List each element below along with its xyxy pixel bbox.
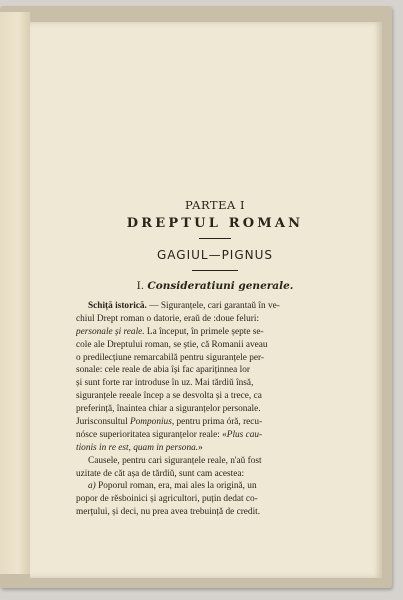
text-run: uzitate de căt așa de tărdiŭ, sunt cam acestea:	[76, 468, 245, 479]
text-line	[76, 506, 354, 519]
text-run: nósce superioritatea siguranțelor reale: «	[76, 429, 227, 440]
text-run: Schiță istorică.	[88, 301, 147, 311]
text-line	[76, 390, 354, 403]
text-run: a)	[88, 481, 96, 492]
text-run: Pomponius,	[129, 417, 175, 428]
text-line	[76, 403, 354, 416]
body-text	[76, 300, 354, 519]
text-run: preferință, înaintea chiar a siguranțelor personale.	[76, 404, 261, 415]
text-line	[76, 493, 354, 506]
text-run: chiul Drept roman o datorie, eraŭ de :doue feluri:	[76, 313, 260, 324]
text-run: siguranțele reeale încep a se desvolta și a trece, ca	[76, 391, 262, 402]
section-title: Consideratiuni generale.	[147, 280, 294, 292]
text-run: sonale: cele reale de abia își fac apariținnea lor	[76, 365, 250, 376]
text-run: Plus cau-	[226, 429, 263, 440]
text-line	[76, 313, 354, 326]
part-heading: PARTEA I	[184, 198, 245, 212]
section-number: I.	[136, 280, 145, 292]
text-run: cole ale Dreptului roman, se știe, că Romanii aveau	[76, 339, 268, 350]
text-line	[76, 364, 354, 377]
text-run: La început, în primele șepte se-	[144, 326, 264, 337]
text-line	[76, 429, 354, 442]
text-line	[76, 480, 354, 493]
text-line	[76, 300, 354, 313]
divider	[199, 238, 231, 239]
text-run: pentru prima óră, recu-	[174, 417, 263, 428]
text-run: Poporul roman, era, mai ales la origină, un	[95, 481, 257, 492]
chapter-subtitle: GAGIUL—PIGNUS	[156, 248, 274, 262]
text-run: »	[198, 442, 203, 453]
text-run: — Siguranțele, cari garantaŭ în ve-	[146, 301, 280, 311]
text-run: o predilecțiune remarcabilă pentru siguranțele per-	[76, 352, 264, 363]
text-line	[76, 377, 354, 390]
text-run: popor de rĕsboinici și agricultori, puțin dedat co-	[76, 494, 258, 505]
text-line	[76, 468, 354, 481]
left-page-edge	[0, 12, 30, 574]
text-run: Jurisconsultul	[76, 417, 130, 428]
text-line	[76, 442, 354, 455]
text-run: tionis in re est, quam in persona.	[76, 442, 199, 453]
text-line	[76, 326, 354, 339]
text-run: Causele, pentru cari siguranțele reale, n'aŭ fost	[88, 455, 262, 466]
text-run: merțului, și deci, nu prea avea trebuință de credit.	[76, 507, 261, 518]
page-title: DREPTUL ROMAN	[126, 216, 304, 231]
text-line	[76, 455, 354, 468]
section-heading	[76, 280, 354, 292]
text-line	[76, 352, 354, 365]
text-line	[76, 416, 354, 429]
text-run: și sunt forte rar introduse în uz. Mai tărdiŭ însă,	[76, 378, 254, 389]
divider	[192, 270, 238, 271]
text-run: personale și reale.	[76, 326, 145, 337]
book-page	[30, 22, 382, 578]
text-line	[76, 339, 354, 352]
